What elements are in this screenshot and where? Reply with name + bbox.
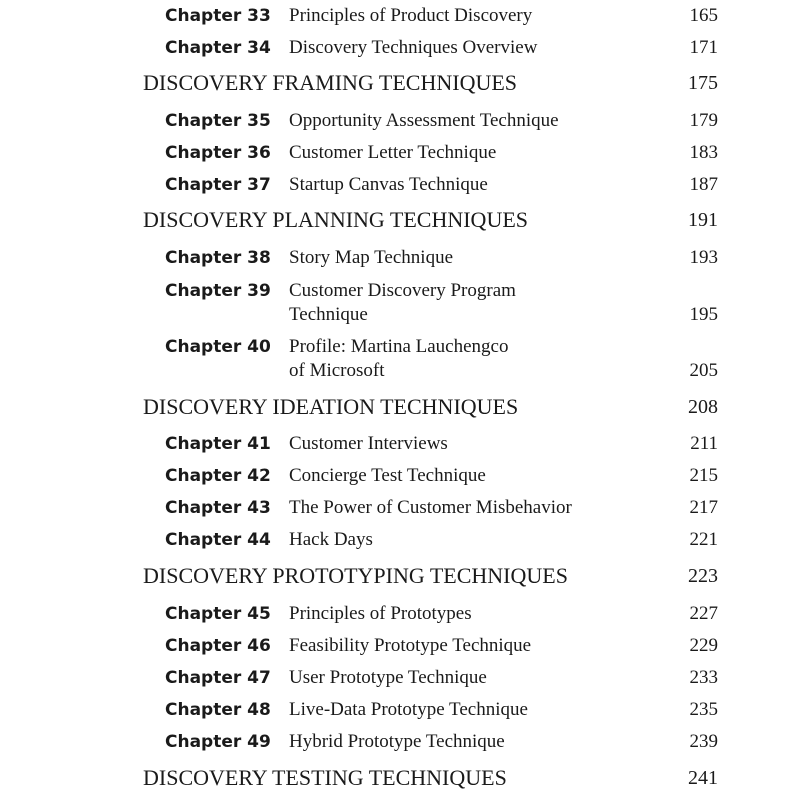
chapter-title-line: of Microsoft <box>289 360 385 381</box>
section-title: DISCOVERY PLANNING TECHNIQUES <box>143 207 529 232</box>
chapter-page-number: 205 <box>689 360 718 381</box>
chapter-number: Chapter 47 <box>165 668 271 688</box>
chapter-number: Chapter 49 <box>165 732 271 752</box>
chapter-number: Chapter 34 <box>165 38 271 58</box>
section-page-number: 241 <box>688 767 718 789</box>
chapter-page-number: 235 <box>689 699 718 720</box>
chapter-title <box>289 279 659 327</box>
chapter-page-number: 187 <box>689 174 718 195</box>
section-title: DISCOVERY FRAMING TECHNIQUES <box>143 70 518 95</box>
chapter-number: Chapter 36 <box>165 143 271 163</box>
chapter-title: Startup Canvas Technique <box>289 174 488 195</box>
chapter-title-line: Technique <box>289 304 368 325</box>
section-page-number: 175 <box>688 72 718 94</box>
chapter-page-number: 171 <box>689 37 718 58</box>
chapter-number: Chapter 33 <box>165 6 271 26</box>
chapter-title: Customer Letter Technique <box>289 142 497 163</box>
chapter-title: Customer Interviews <box>289 433 448 454</box>
chapter-number: Chapter 42 <box>165 466 271 486</box>
chapter-number: Chapter 35 <box>165 111 271 131</box>
chapter-page-number: 183 <box>689 142 718 163</box>
chapter-title: Story Map Technique <box>289 247 454 268</box>
chapter-title-line: Customer Discovery Program <box>289 280 516 301</box>
chapter-title: Hybrid Prototype Technique <box>289 731 505 752</box>
section-page-number: 223 <box>688 565 718 587</box>
chapter-title: Opportunity Assessment Technique <box>289 110 559 131</box>
chapter-title-line: Profile: Martina Lauchengco <box>289 336 509 357</box>
chapter-title: Hack Days <box>289 529 373 550</box>
chapter-page-number: 179 <box>689 110 718 131</box>
chapter-page-number: 211 <box>690 433 718 454</box>
section-title: DISCOVERY IDEATION TECHNIQUES <box>143 394 519 419</box>
chapter-page-number: 239 <box>689 731 718 752</box>
chapter-title: The Power of Customer Misbehavior <box>289 497 572 518</box>
section-title: DISCOVERY TESTING TECHNIQUES <box>143 765 507 790</box>
chapter-number: Chapter 38 <box>165 248 271 268</box>
chapter-page-number: 229 <box>689 635 718 656</box>
chapter-number: Chapter 48 <box>165 700 271 720</box>
chapter-number: Chapter 39 <box>165 281 271 301</box>
section-title: DISCOVERY PROTOTYPING TECHNIQUES <box>143 563 568 588</box>
chapter-number: Chapter 45 <box>165 604 271 624</box>
chapter-number: Chapter 46 <box>165 636 271 656</box>
chapter-title: Principles of Product Discovery <box>289 5 533 26</box>
chapter-page-number: 227 <box>689 603 718 624</box>
chapter-page-number: 195 <box>689 304 718 325</box>
chapter-page-number: 217 <box>689 497 718 518</box>
section-page-number: 208 <box>688 396 718 418</box>
chapter-page-number: 233 <box>689 667 718 688</box>
section-page-number: 191 <box>688 209 718 231</box>
chapter-title: Concierge Test Technique <box>289 465 486 486</box>
chapter-number: Chapter 44 <box>165 530 271 550</box>
chapter-number: Chapter 41 <box>165 434 271 454</box>
chapter-title: Feasibility Prototype Technique <box>289 635 532 656</box>
chapter-page-number: 165 <box>689 5 718 26</box>
chapter-page-number: 215 <box>689 465 718 486</box>
chapter-title <box>289 335 659 383</box>
chapter-page-number: 221 <box>689 529 718 550</box>
chapter-title: User Prototype Technique <box>289 667 487 688</box>
chapter-page-number: 193 <box>689 247 718 268</box>
chapter-title: Principles of Prototypes <box>289 603 472 624</box>
chapter-number: Chapter 37 <box>165 175 271 195</box>
chapter-number: Chapter 40 <box>165 337 271 357</box>
chapter-number: Chapter 43 <box>165 498 271 518</box>
chapter-title: Live-Data Prototype Technique <box>289 699 528 720</box>
chapter-title: Discovery Techniques Overview <box>289 37 538 58</box>
